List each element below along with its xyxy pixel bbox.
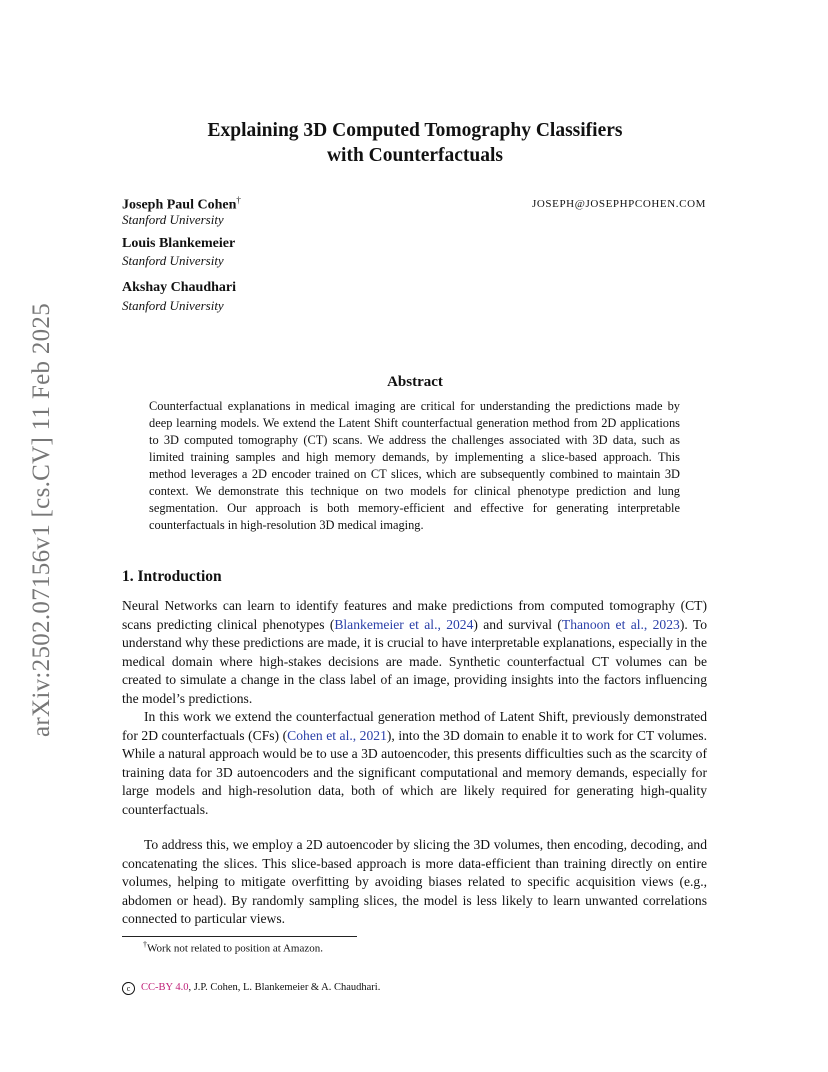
author-name-3: Akshay Chaudhari [122, 280, 236, 295]
copyright-icon: c [122, 982, 135, 995]
author-name-1: Joseph Paul Cohen† [122, 195, 241, 213]
license-link[interactable]: CC-BY 4.0 [141, 982, 189, 993]
arxiv-sidebar-stamp [22, 285, 62, 755]
author-affiliation-1: Stanford University [122, 212, 224, 227]
license-authors: , J.P. Cohen, L. Blankemeier & A. Chaudhari. [188, 982, 381, 993]
citation-link[interactable]: Cohen et al., 2021 [287, 727, 387, 743]
footnote-mark: † [143, 940, 147, 949]
author-name-2: Louis Blankemeier [122, 236, 236, 251]
footnote [143, 940, 323, 955]
intro-paragraph-1: Neural Networks can learn to identify features and make predictions from computed tomography (CT) scans predicting clinical phenotypes (Blankemeier et al., 2024) and survival (Thanoon et al., 2023). To understand why these predictions are made, it is crucial to have interpretable explanations, especially in the medical domain where high-stakes decisions are made. Synthetic counterfactual CT volumes can be created to simulate a change in the class label of an image, providing insights into the factors influencing the model’s predictions. [122, 598, 707, 706]
abstract-heading: Abstract [387, 374, 443, 390]
abstract-text: Counterfactual explanations in medical imaging are critical for understanding the predictions made by deep learning models. We extend the Latent Shift counterfactual generation method from 2D applications to 3D computed tomography (CT) scans. We address the challenges associated with 3D data, such as limited training samples and high memory demands, by implementing a slice-based approach. This method leverages a 2D encoder trained on CT slices, which are subsequently combined to maintain 3D context. We demonstrate this technique on two models for clinical phenotype prediction and lung segmentation. Our approach is both memory-efficient and effective for generating interpretable counterfactuals in high-resolution 3D medical imaging. [149, 399, 680, 532]
citation-link[interactable]: Blankemeier et al., 2024 [334, 616, 474, 632]
author-footnote-mark: † [236, 195, 241, 205]
footnote-text: Work not related to position at Amazon. [147, 942, 323, 955]
paper-title [120, 118, 710, 168]
intro-paragraph-2: In this work we extend the counterfactual generation method of Latent Shift, previously demonstrated for 2D counterfactuals (CFs) (Cohen et al., 2021), into the 3D domain to enable it to work for CT volumes. While a natural approach would be to use a 3D autoencoder, this presents difficulties such as the scarcity of training data for 3D autoencoders and the significant computational and memory demands, especially for large models and high-resolution data, both of which are likely required for generating high-quality counterfactuals. [122, 709, 707, 817]
arxiv-identifier: arXiv:2502.07156v1 [cs.CV] 11 Feb 2025 [28, 302, 55, 738]
footnote-rule [122, 936, 357, 937]
title-line-1: Explaining 3D Computed Tomography Classifiers [207, 120, 623, 141]
license-line [122, 982, 380, 995]
author-email[interactable]: JOSEPH@JOSEPHPCOHEN.COM [532, 198, 706, 210]
citation-link[interactable]: Thanoon et al., 2023 [561, 616, 680, 632]
author-affiliation-2: Stanford University [122, 253, 224, 268]
author-affiliation-3: Stanford University [122, 298, 224, 313]
title-line-2: with Counterfactuals [326, 145, 504, 166]
intro-paragraph-3: To address this, we employ a 2D autoencoder by slicing the 3D volumes, then encoding, decoding, and concatenating the slices. This slice-based approach is more data-efficient than training directly on entire volumes, helping to mitigate overfitting by avoiding biases related to specific acquisition views (e.g., abdomen or head). By randomly sampling slices, the model is less likely to learn unwanted correlations connected to particular views. [122, 837, 707, 927]
section-heading-introduction: 1. Introduction [122, 568, 222, 585]
